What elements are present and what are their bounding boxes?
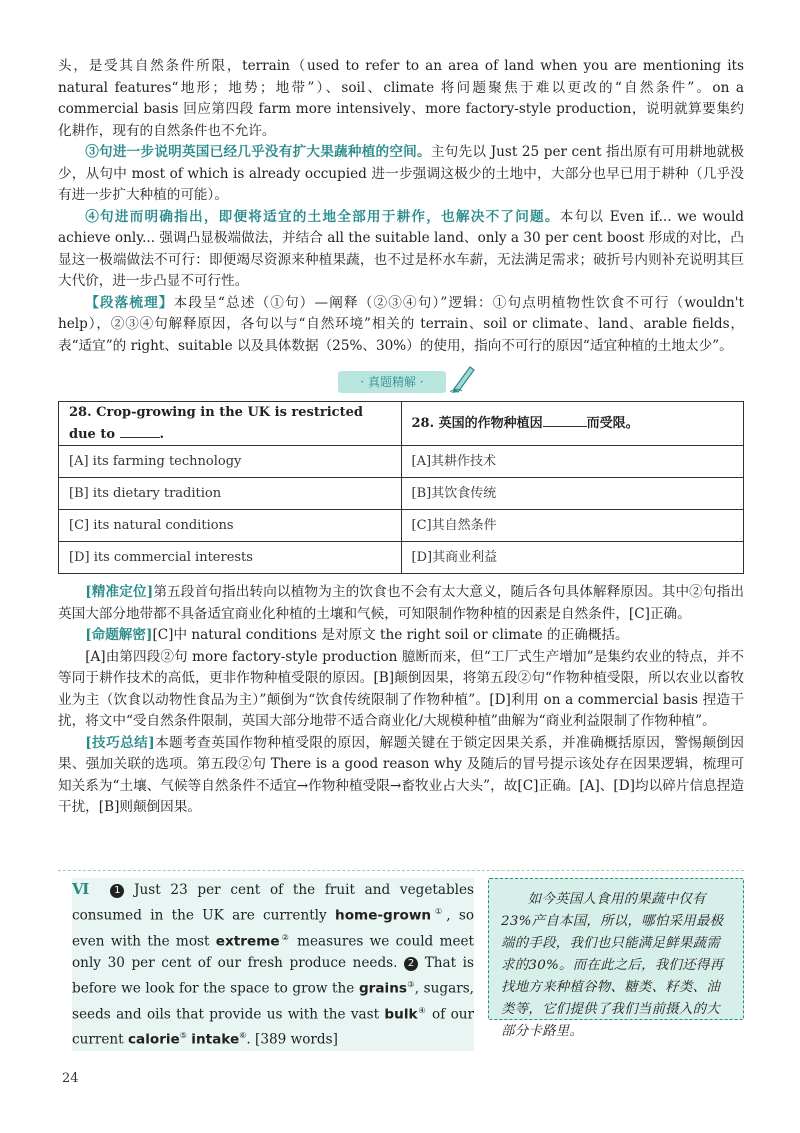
passage-english: Ⅵ 1 Just 23 per cent of the fruit and vegetables consumed in the UK are currently home-grown①, so even with the most extreme② measures we could meet only 30 per cent of our fresh produce needs. 2 That is before we look for the space to grow the grains③, sugars, seeds and oils that provide us with the vast bulk④ of our current calorie⑤ intake⑥. [389 words] [72,878,474,1051]
option-c-en: [C] its natural conditions [59,510,402,542]
divider [58,870,744,871]
option-d-en: [D] its commercial interests [59,542,402,574]
analysis-decode: [命题解密][C]中 natural conditions 是对原文 the right soil or climate 的正确概括。 [85,627,629,643]
page-number: 24 [62,1071,79,1086]
passage-section-6 [58,878,744,1048]
paragraph-summary [58,293,744,358]
question-stem-zh: 28. 英国的作物种植因 而受限。 [401,402,744,446]
question-stem-en: 28. Crop-growing in the UK is restricted due to . [59,402,402,446]
highlight-text: ③句进一步说明英国已经几乎没有扩大果蔬种植的空间。 [85,144,431,160]
keyword: home-grown [335,907,432,924]
table-row [59,446,744,478]
body-text: 本段呈“总述（①句）—阐释（②③④句）”逻辑：①句点明植物性饮食不可行（wouldn't help），②③④句解释原因，各句以与“自然环境”相关的 terrain、soil or climate、land、arable fields，表“适宜”的 right、suitable 以及具体数据（25%、30%）的使用，指向不可行的原因“适宜种植的土地太少”。 [58,294,744,354]
banner-label: · 真题精解 · [338,371,446,393]
option-a-en: [A] its farming technology [59,446,402,478]
analysis-locate: [精准定位]第五段首句指出转向以植物为主的饮食也不会有太大意义，随后各句具体解释原因。其中②句指出英国大部分地带都不具备适宜商业化种植的土壤和气候，可知限制作物种植的因素是自然条件，[C]正确。 [58,584,744,622]
section-number: Ⅵ [72,880,95,898]
option-b-zh: [B]其饮食传统 [401,478,744,510]
analysis-distractors: [A]由第四段②句 more factory-style production 臆断而来，但“工厂式生产增加”是集约农业的特点，并不等同于耕作技术的高低，更非作物种植受限的原因。[B]颠倒因果，将第五段②句“作物种植受限，所以农业以畜牧业为主（饮食以动物性食品为主）”颠倒为“饮食传统限制了作物种植”。[D]利用 on a commercial basis 捏造干扰，将文中“受自然条件限制，英国大部分地带不适合商业化/大规模种植”曲解为“商业利益限制了作物种植”。 [58,648,744,729]
sentence-number: 2 [404,957,418,971]
section-tag: 【段落梳理】 [85,294,174,311]
question-table [58,401,744,574]
table-row [59,510,744,542]
option-d-zh: [D]其商业利益 [401,542,744,574]
section-tag: [命题解密] [85,627,153,643]
translation-box: 如今英国人食用的果蔬中仅有23%产自本国，所以，哪怕采用最极端的手段，我们也只能满足鲜果蔬需求的30%。而在此之后，我们还得再找地方来种植谷物、糖类、籽类、油类等，它们提供了我们当前摄入的大部分卡路里。 [488,878,744,1020]
body-text: 本句以 Even if... we would achieve only... 强调凸显极端做法，并结合 all the suitable land、only a 30 per cent boost 形成的对比，凸显这一极端做法不可行：即便竭尽资源来种植果蔬，也不过是杯水车薪，无法满足需求；破折号内则补充说明其巨大代价，进一步凸显不可行性。 [58,208,744,289]
body-text: 主句先以 Just 25 per cent 指出原有可用耕地就极少，从句中 most of which is already occupied 进一步强调这极少的土地中，大部分也早已用于耕种（几乎没有进一步扩大种植的可能）。 [58,144,745,203]
sentence-number: 1 [110,884,124,898]
paragraph-sentence-4 [58,207,744,293]
page-body [58,56,744,819]
keyword: grains [358,980,407,997]
highlight-text: ④句进而明确指出，即便将适宜的土地全部用于耕作，也解决不了问题。 [85,208,560,225]
table-row [59,542,744,574]
option-c-zh: [C]其自然条件 [401,510,744,542]
table-row [59,402,744,446]
table-row [59,478,744,510]
paragraph-continued: 头，是受其自然条件所限，terrain（used to refer to an area of land when you are mentioning its natural features“地形；地势；地带”）、soil、climate 将问题聚焦于难以更改的“自然条件”。on a commercial basis 回应第四段 farm more intensively、more factory-style production，说明就算要集约化耕作，现有的自然条件也不允许。 [58,58,744,139]
pen-icon [450,363,476,393]
paragraph-sentence-3 [58,142,744,207]
keyword: calorie [127,1031,180,1048]
section-tag: [技巧总结] [85,734,155,751]
section-tag: [精准定位] [85,584,154,600]
section-banner [58,363,744,397]
keyword: bulk [384,1006,418,1023]
option-a-zh: [A]其耕作技术 [401,446,744,478]
keyword: intake [191,1031,240,1048]
option-b-en: [B] its dietary tradition [59,478,402,510]
keyword: extreme [215,933,280,950]
analysis-skills: [技巧总结]本题考查英国作物种植受限的原因，解题关键在于锁定因果关系，并准确概括原因，警惕颠倒因果、强加关联的选项。第五段②句 There is a good reason why 及随后的冒号提示该处存在因果逻辑，梳理可知关系为“土壤、气候等自然条件不适宜→作物种植受限→畜牧业占大头”，故[C]正确。[A]、[D]均以碎片信息捏造干扰，[B]则颠倒因果。 [58,734,744,815]
